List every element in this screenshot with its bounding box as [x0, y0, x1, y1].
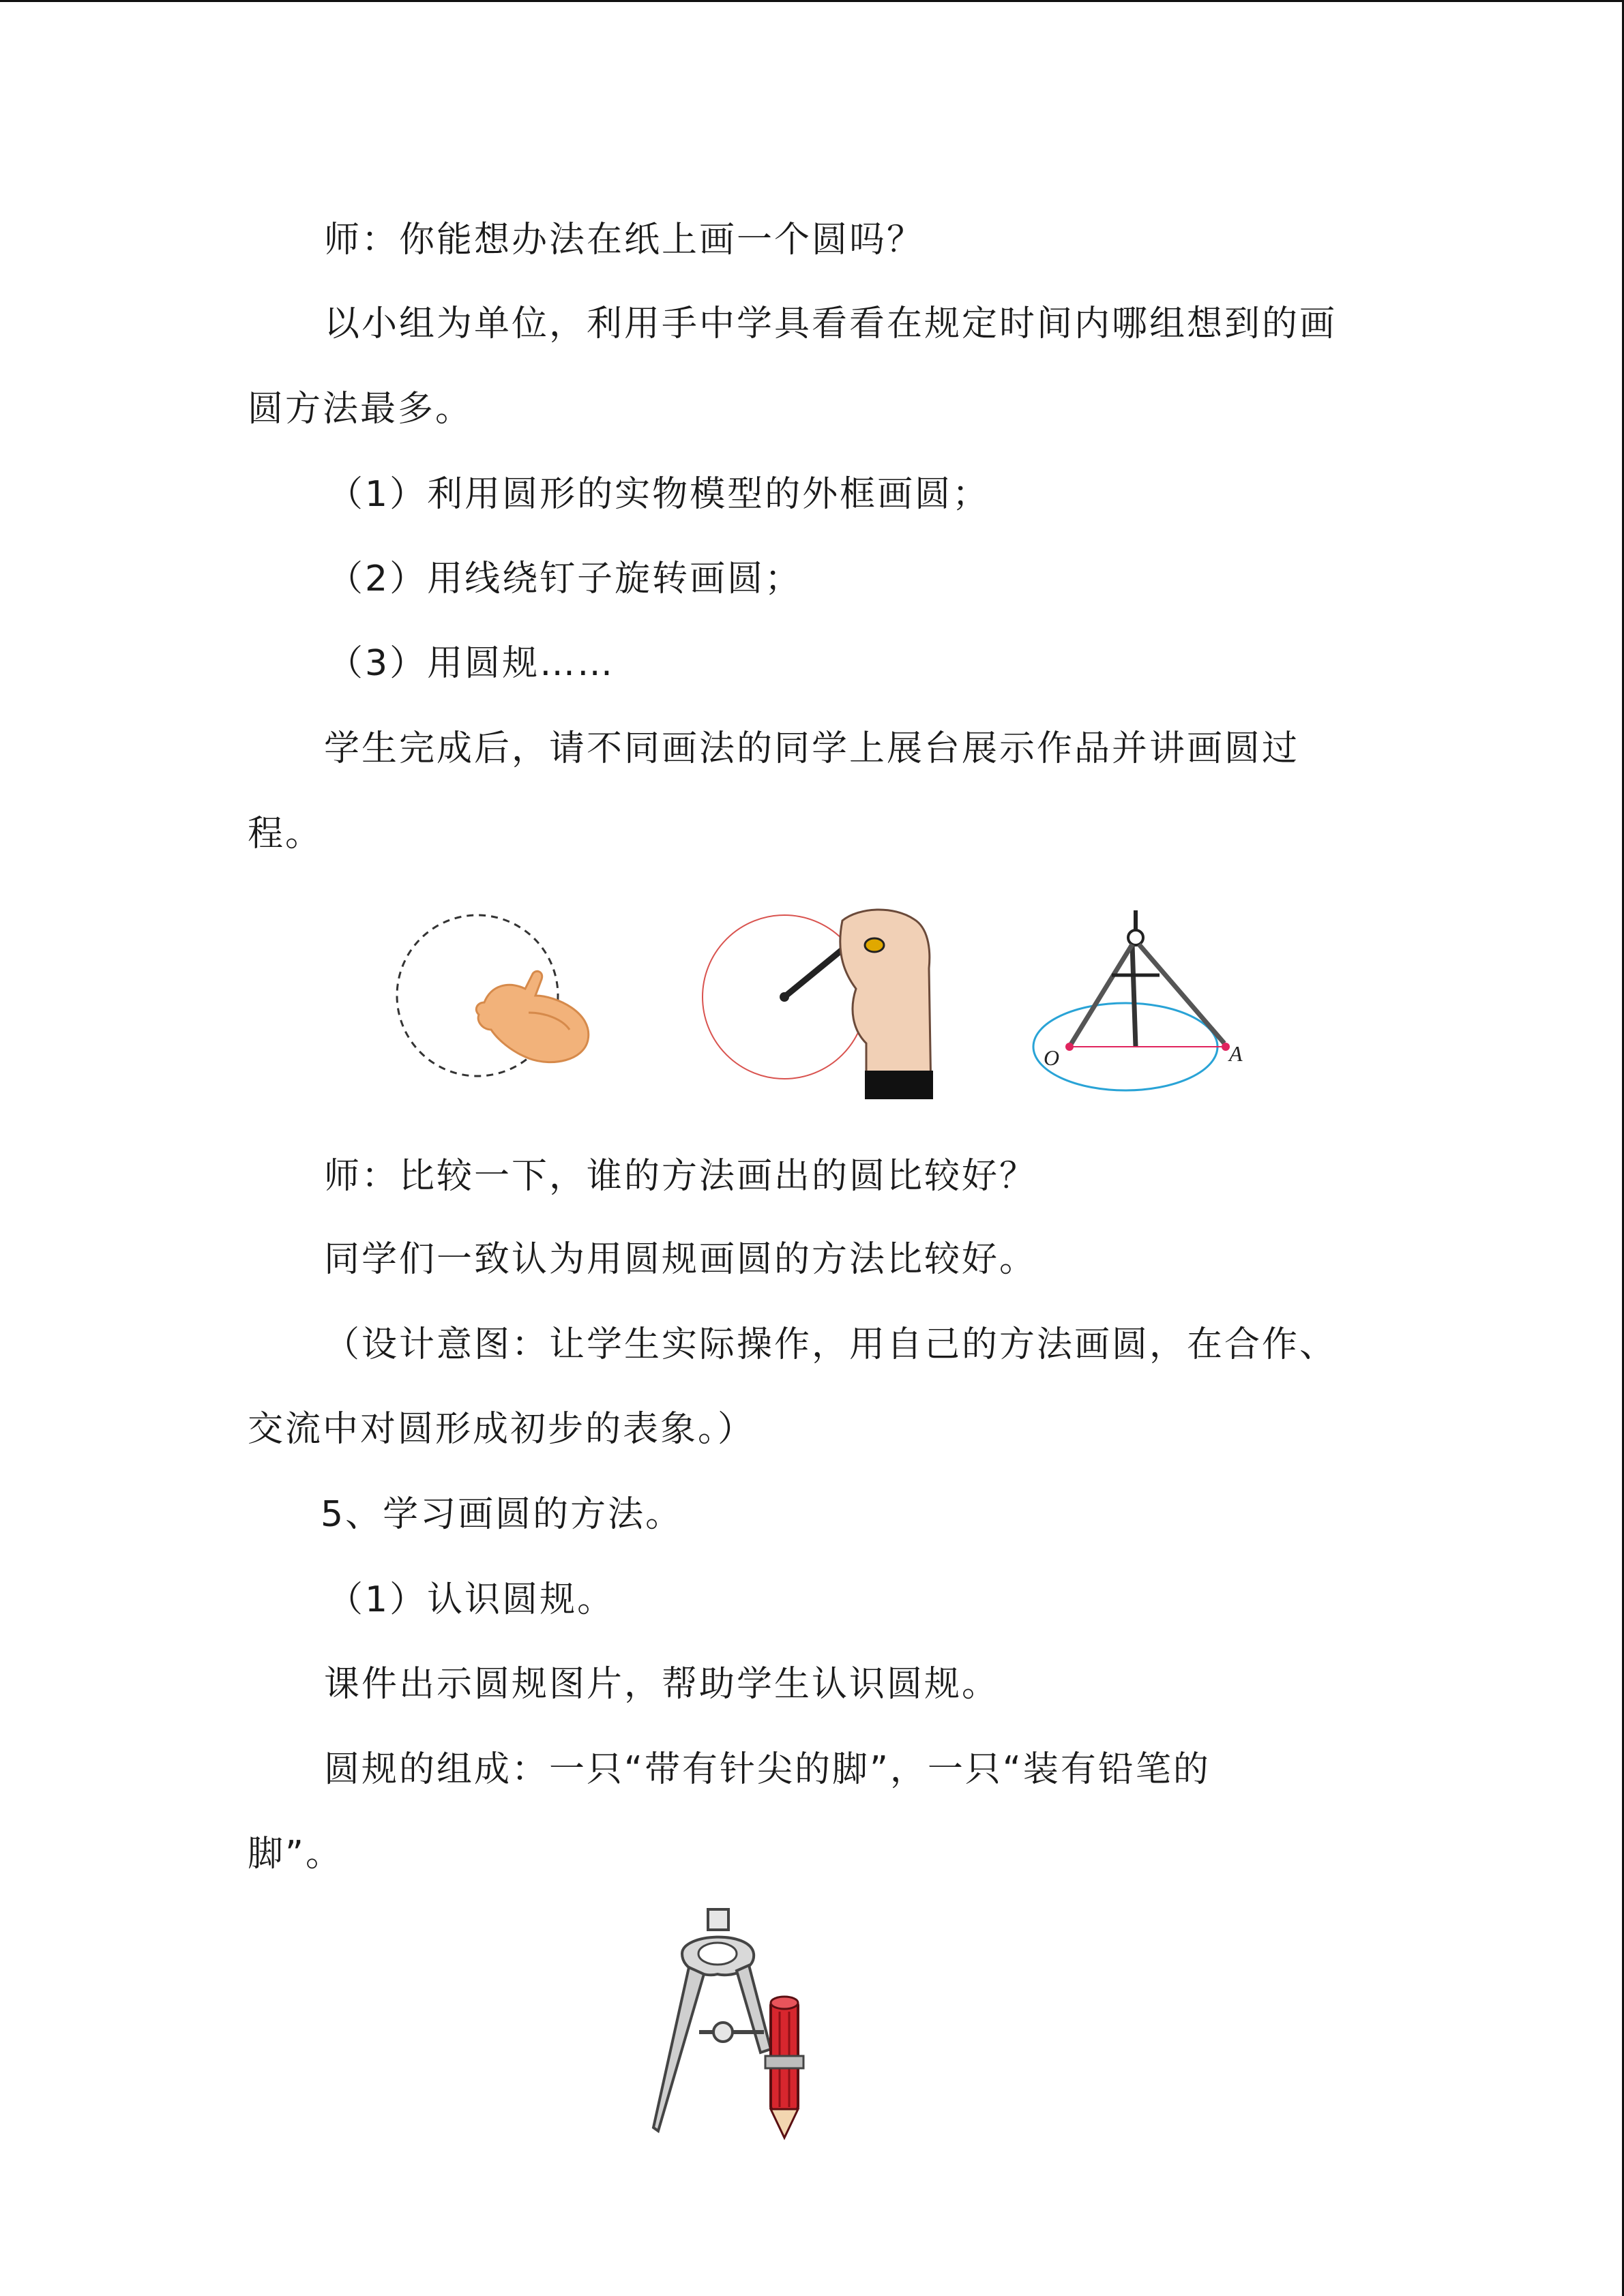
compass-leg-needle: [1132, 944, 1136, 1047]
paragraph-6: （3）用圆规……: [327, 643, 615, 684]
paragraph-7: 学生完成后，请不同画法的同学上展台展示作品并讲画圆过: [324, 728, 1300, 769]
paragraph-17: 脚”。: [248, 1834, 343, 1875]
paragraph-11: （设计意图：让学生实际操作，用自己的方法画圆，在合作、: [324, 1324, 1338, 1365]
center-point: [780, 992, 789, 1002]
compass-leg-left: [1068, 944, 1132, 1049]
label-o: O: [1044, 1045, 1060, 1070]
paragraph-4: （1）利用圆形的实物模型的外框画圆；: [327, 474, 990, 515]
compass-head: [1128, 930, 1143, 945]
paragraph-3: 圆方法最多。: [248, 389, 473, 430]
hand-icon: [840, 910, 933, 1099]
paragraph-5: （2）用线绕钉子旋转画圆；: [327, 558, 803, 599]
paragraph-14: （1）认识圆规。: [327, 1579, 615, 1620]
paragraph-16: 圆规的组成：一只“带有针尖的脚”，一只“装有铅笔的: [324, 1749, 1211, 1790]
top-border: [0, 0, 1624, 2]
paragraph-12: 交流中对圆形成初步的表象。）: [248, 1409, 756, 1450]
paragraph-2: 以小组为单位，利用手中学具看看在规定时间内哪组想到的画: [324, 303, 1338, 344]
paragraph-13: 5、学习画圆的方法。: [321, 1494, 683, 1535]
paragraph-10: 同学们一致认为用圆规画圆的方法比较好。: [324, 1239, 1037, 1280]
paragraph-15: 课件出示圆规图片，帮助学生认识圆规。: [324, 1664, 1000, 1705]
compass-hand-figure: [696, 900, 941, 1105]
pencil-icon: [765, 1997, 803, 2138]
compass-ellipse-figure: [1030, 907, 1275, 1098]
label-a: A: [1229, 1041, 1243, 1066]
paragraph-8: 程。: [248, 814, 323, 854]
compass-pencil-figure: [641, 1903, 832, 2141]
paragraph-9: 师：比较一下，谁的方法画出的圆比较好？: [324, 1156, 1037, 1197]
compass-leg-right: [1139, 944, 1224, 1043]
hand-icon: [476, 971, 588, 1062]
point-o-marker: [1065, 1043, 1074, 1051]
paragraph-1: 师：你能想办法在纸上画一个圆吗？: [324, 220, 925, 260]
compass-icon: [653, 1909, 771, 2131]
finger-circle-figure: [389, 900, 607, 1091]
